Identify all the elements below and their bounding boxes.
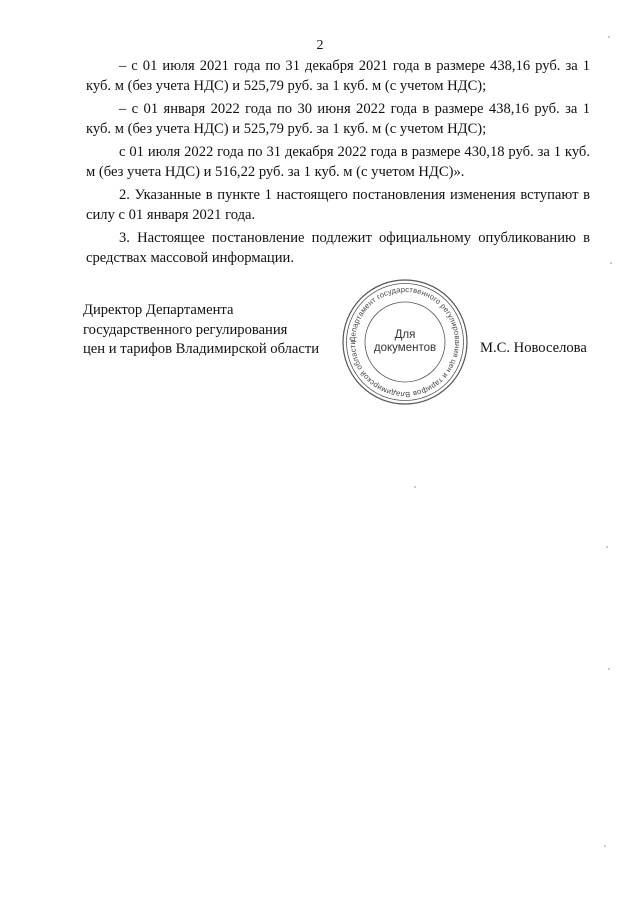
- page-number: 2: [316, 38, 324, 53]
- signature-title-line-2: государственного регулирования: [83, 321, 288, 338]
- stamp-center-text: [371, 329, 439, 355]
- signature-title: [83, 301, 319, 360]
- tariff-paragraph-3: с 01 июля 2022 года по 31 декабря 2022 года в размере 430,18 руб. за 1 куб. м (без учета НДС) и 516,22 руб. за 1 куб. м (с учетом НДС)».: [86, 144, 590, 180]
- document-body: [86, 57, 590, 272]
- scan-speck: [606, 546, 608, 548]
- scan-speck: [610, 262, 612, 264]
- signer-name: М.С. Новоселова: [480, 340, 587, 356]
- scan-speck: [604, 845, 606, 847]
- signature-title-line-1: Директор Департамента: [83, 302, 234, 318]
- stamp-ring-text: Департамент государственного регулирования цен и тарифов Владимирской области: [347, 284, 463, 400]
- scan-speck: [414, 486, 416, 488]
- stamp-center-line-1: Для: [394, 329, 416, 341]
- tariff-paragraph-2: – с 01 января 2022 года по 30 июня 2022 года в размере 438,16 руб. за 1 куб. м (без учета НДС) и 525,79 руб. за 1 куб. м (с учетом НДС);: [86, 101, 590, 137]
- signature-title-line-3: цен и тарифов Владимирской области: [83, 341, 320, 357]
- stamp-center-line-2: документов: [373, 342, 437, 354]
- tariff-paragraph-1: – с 01 июля 2021 года по 31 декабря 2021 года в размере 438,16 руб. за 1 куб. м (без учета НДС) и 525,79 руб. за 1 куб. м (с учетом НДС);: [86, 58, 590, 94]
- effective-date-paragraph: 2. Указанные в пункте 1 настоящего постановления изменения вступают в силу с 01 января 2021 года.: [86, 187, 590, 223]
- scan-speck: [608, 668, 610, 670]
- scan-speck: [608, 36, 610, 38]
- publication-paragraph: 3. Настоящее постановление подлежит официальному опубликованию в средствах массовой информации.: [86, 230, 590, 266]
